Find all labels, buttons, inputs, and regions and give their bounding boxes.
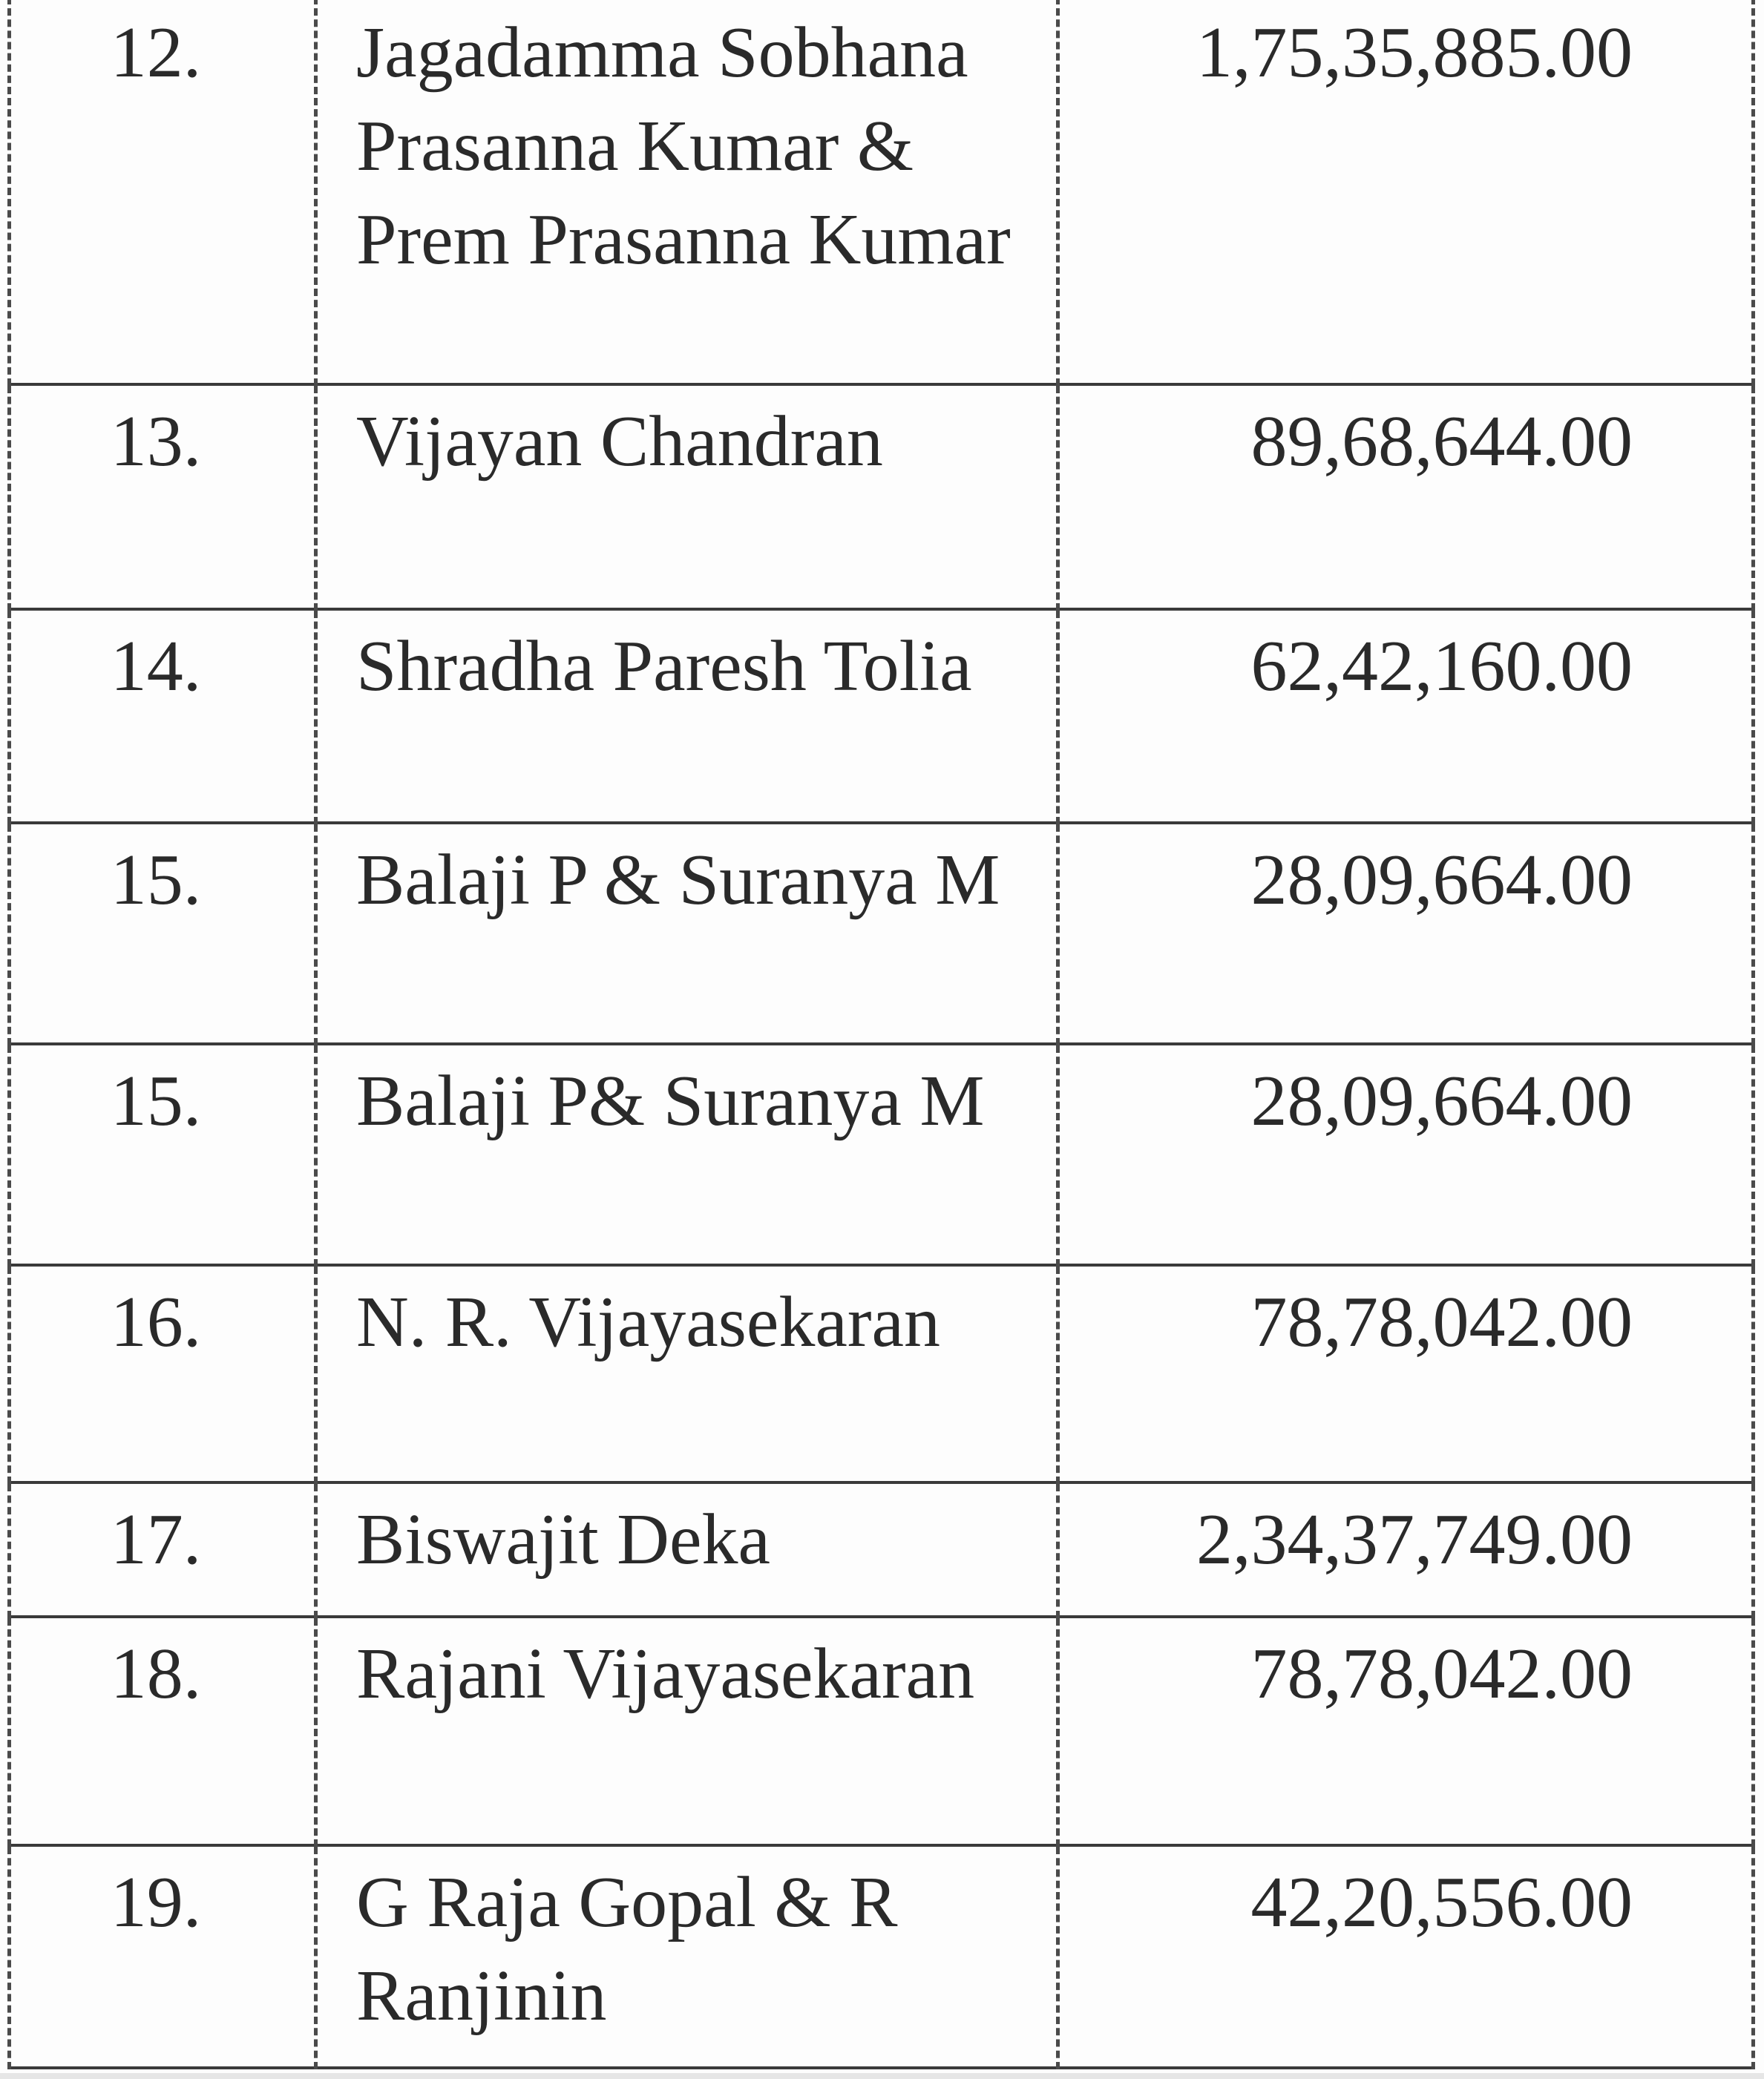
name-cell: Vijayan Chandran <box>316 384 1058 609</box>
name-cell: Balaji P& Suranya M <box>316 1044 1058 1265</box>
table-row <box>10 823 1754 1044</box>
serial-number-cell: 18. <box>10 1617 316 1845</box>
table-row <box>10 1265 1754 1482</box>
name-cell: Rajani Vijayasekaran <box>316 1617 1058 1845</box>
serial-number-cell: 13. <box>10 384 316 609</box>
table-row <box>10 609 1754 823</box>
name-cell: Shradha Paresh Tolia <box>316 609 1058 823</box>
amount-cell: 62,42,160.00 <box>1058 609 1754 823</box>
name-cell: Jagadamma Sobhana Prasanna Kumar & Prem Prasanna Kumar <box>316 0 1058 384</box>
table-row <box>10 1044 1754 1265</box>
amount-cell: 2,34,37,749.00 <box>1058 1482 1754 1617</box>
amount-cell: 28,09,664.00 <box>1058 823 1754 1044</box>
name-cell: N. R. Vijayasekaran <box>316 1265 1058 1482</box>
serial-number-cell: 16. <box>10 1265 316 1482</box>
table-row <box>10 1845 1754 2068</box>
amount-cell: 78,78,042.00 <box>1058 1265 1754 1482</box>
beneficiary-amount-table <box>7 0 1755 2069</box>
amount-cell: 78,78,042.00 <box>1058 1617 1754 1845</box>
serial-number-cell: 15. <box>10 823 316 1044</box>
amount-cell: 1,75,35,885.00 <box>1058 0 1754 384</box>
table-body <box>10 0 1754 2068</box>
table-row <box>10 384 1754 609</box>
amount-cell: 28,09,664.00 <box>1058 1044 1754 1265</box>
name-cell: Balaji P & Suranya M <box>316 823 1058 1044</box>
serial-number-cell: 14. <box>10 609 316 823</box>
table-row <box>10 0 1754 384</box>
serial-number-cell: 17. <box>10 1482 316 1617</box>
table-row <box>10 1482 1754 1617</box>
amount-cell: 42,20,556.00 <box>1058 1845 1754 2068</box>
scan-bottom-edge <box>0 2073 1764 2079</box>
name-cell: Biswajit Deka <box>316 1482 1058 1617</box>
table-row <box>10 1617 1754 1845</box>
serial-number-cell: 12. <box>10 0 316 384</box>
serial-number-cell: 15. <box>10 1044 316 1265</box>
amount-cell: 89,68,644.00 <box>1058 384 1754 609</box>
name-cell: G Raja Gopal & R Ranjinin <box>316 1845 1058 2068</box>
serial-number-cell: 19. <box>10 1845 316 2068</box>
